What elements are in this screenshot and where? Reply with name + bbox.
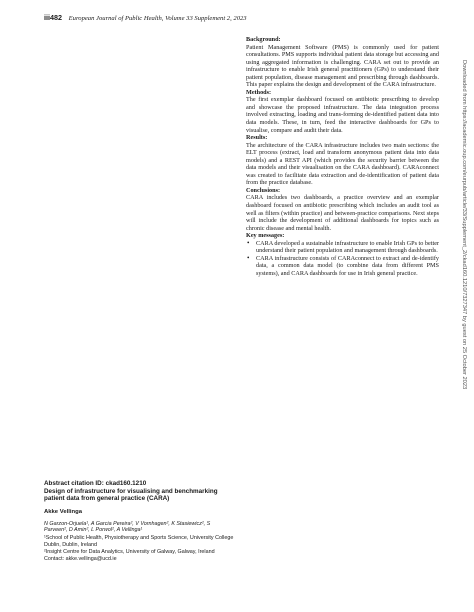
- contact-email: Contact: akke.vellinga@ucd.ie: [44, 555, 117, 562]
- author-list: N Garzon-Orjuela¹, A Garcia Pereira², V Vornhagen², K Stasiewicz², S Parveen², D Amin², L Porwol², A Vellinga¹: [44, 520, 211, 534]
- abstract-header: [44, 480, 234, 562]
- methods-heading: Methods:: [246, 88, 272, 96]
- results-heading: Results:: [246, 134, 268, 142]
- methods-text: The first exemplar dashboard focused on antibiotic prescribing to develop and showcase the proposed infrastructure. The data integration process involved extracting, loading and trans-forming de-identified patient data into data models. These, in turn, feed the interactive dashboards for GPs to visualise, compare and audit their data.: [246, 96, 439, 134]
- abstract-body: [246, 36, 439, 278]
- background-heading: Background:: [246, 36, 281, 43]
- background-text: Patient Management Software (PMS) is commonly used for patient consultations. PMS supports individual patient data storage but accessing and using aggregated information is challenging. CARA set out to provide an infrastructure to enable Irish general practitioners (GPs) to understand their patient population, disease management and prescribing through dashboards. This paper explains the design and development of the CARA infrastructure.: [246, 43, 439, 89]
- download-notice: Downloaded from https://academic.oup.com/eurpub/article/33/Supplement_2/ckad160.1210/7327347 by guest on 25 October 2023: [461, 60, 467, 390]
- results-text: The architecture of the CARA infrastructure includes two main sections: the ELT process (extract, load and transform anonymous patient data into data models) and a REST API (which provides the security barrier between the data models and their visualisation on the CARA dashboard). CARAconnect was created to facilitate data extraction and de-identification of patient data from the practice database.: [246, 141, 439, 187]
- conclusions-text: CARA includes two dashboards, a practice overview and an exemplar dashboard focused on antibiotic prescribing which includes an audit tool as well as filters (within practice) and between-practice comparisons. Next steps will include the development of additional dashboards for topics such as chronic disease and mental health.: [246, 194, 439, 232]
- presenter-name: Akke Vellinga: [44, 508, 82, 515]
- running-head: [44, 13, 247, 22]
- key-message-item: • CARA developed a sustainable infrastructure to enable Irish GPs to better understand their patient population and management through dashboards.: [246, 240, 439, 255]
- download-watermark: [459, 60, 469, 580]
- citation-id: Abstract citation ID: ckad160.1210: [44, 480, 147, 487]
- key-message-item: • CARA infrastructure consists of CARAconnect to extract and de-identify data, a common data model (to combine data from different PMS systems), and CARA dashboards for use in Irish general practice.: [246, 255, 439, 278]
- affiliation: ²Insight Centre for Data Analytics, University of Galway, Galway, Ireland: [44, 549, 215, 556]
- journal-citation: European Journal of Public Health, Volume 33 Supplement 2, 2023: [68, 15, 247, 22]
- key-messages-heading: Key messages:: [246, 232, 285, 240]
- key-messages-list: [246, 240, 439, 278]
- page-number: iii482: [44, 13, 62, 22]
- affiliation: ¹School of Public Health, Physiotherapy and Sports Science, University College Dublin, Dublin, Ireland: [44, 534, 234, 548]
- abstract-title: Design of infrastructure for visualising and benchmarking patient data from general practice (CARA): [44, 487, 218, 503]
- conclusions-heading: Conclusions:: [246, 186, 281, 194]
